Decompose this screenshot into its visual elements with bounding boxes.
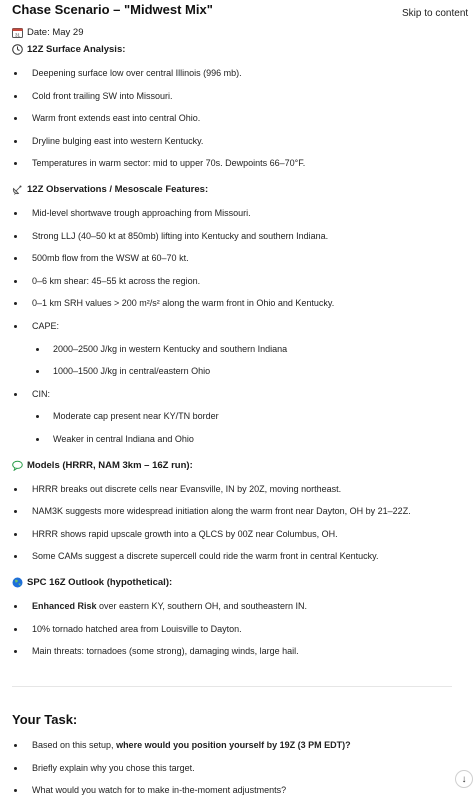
task-question: Briefly explain why you chose this target.: [32, 763, 195, 773]
list-item: Deepening surface low over central Illinois (996 mb).: [32, 68, 242, 78]
clock-icon: [12, 44, 23, 55]
list-item-cin: CIN:: [32, 389, 50, 399]
scroll-down-button[interactable]: [455, 770, 473, 788]
models-heading-text: Models (HRRR, NAM 3km – 16Z run):: [27, 460, 193, 471]
surface-heading: [12, 44, 125, 55]
date-text: Date: May 29: [27, 27, 84, 38]
skip-to-content-link[interactable]: Skip to content: [402, 8, 469, 19]
list-item: Strong LLJ (40–50 kt at 850mb) lifting into Kentucky and southern Indiana.: [32, 231, 329, 241]
models-heading: [12, 460, 193, 471]
speech-bubble-icon: [12, 460, 23, 471]
sub-list-item: 1000–1500 J/kg in central/eastern Ohio: [53, 366, 211, 376]
list-item: Mid-level shortwave trough approaching from Missouri.: [32, 208, 251, 218]
list-item-cape: CAPE:: [32, 321, 60, 331]
sub-list-item: Moderate cap present near KY/TN border: [53, 411, 219, 421]
list-item: Some CAMs suggest a discrete supercell could ride the warm front in central Kentucky.: [32, 551, 379, 561]
risk-text: over eastern KY, southern OH, and southeastern IN.: [96, 601, 307, 611]
spc-heading: [12, 577, 172, 588]
spc-heading-text: SPC 16Z Outlook (hypothetical):: [27, 577, 173, 588]
task-question: [32, 740, 351, 750]
task-question-bold: where would you position yourself by 19Z (3 PM EDT)?: [116, 740, 351, 750]
sub-list-item: Weaker in central Indiana and Ohio: [53, 434, 194, 444]
list-item: Temperatures in warm sector: mid to upper 70s. Dewpoints 66–70°F.: [32, 158, 306, 168]
sub-list-item: 2000–2500 J/kg in western Kentucky and southern Indiana: [53, 344, 288, 354]
list-item: HRRR shows rapid upscale growth into a QLCS by 00Z near Columbus, OH.: [32, 529, 338, 539]
observations-heading-text: 12Z Observations / Mesoscale Features:: [27, 184, 209, 195]
satellite-dish-icon: [12, 184, 23, 195]
list-item: 500mb flow from the WSW at 60–70 kt.: [32, 253, 189, 263]
list-item: 0–1 km SRH values > 200 m²/s² along the warm front in Ohio and Kentucky.: [32, 298, 335, 308]
task-title: Your Task:: [12, 712, 78, 727]
list-item: 0–6 km shear: 45–55 kt across the region.: [32, 276, 201, 286]
list-item: Cold front trailing SW into Missouri.: [32, 91, 173, 101]
surface-heading-text: 12Z Surface Analysis:: [27, 44, 126, 55]
list-item: HRRR breaks out discrete cells near Evansville, IN by 20Z, moving northeast.: [32, 484, 342, 494]
list-item: Dryline bulging east into western Kentucky.: [32, 136, 204, 146]
list-item: 10% tornado hatched area from Louisville to Dayton.: [32, 624, 242, 634]
task-question-pre: Based on this setup,: [32, 740, 117, 750]
list-item-risk: [32, 601, 307, 611]
list-item: Warm front extends east into central Ohio.: [32, 113, 201, 123]
risk-level: Enhanced Risk: [32, 601, 97, 611]
globe-icon: [12, 577, 23, 588]
list-item: NAM3K suggests more widespread initiation along the warm front near Dayton, OH by 21–22Z.: [32, 506, 411, 516]
divider: [12, 686, 452, 687]
task-question: What would you watch for to make in-the-moment adjustments?: [32, 785, 287, 795]
calendar-icon: [12, 27, 23, 38]
date-line: [12, 27, 84, 38]
observations-heading: [12, 184, 208, 195]
arrow-down-icon: ↓: [461, 773, 467, 785]
page-title: Chase Scenario – "Midwest Mix": [12, 2, 213, 17]
list-item: Main threats: tornadoes (some strong), damaging winds, large hail.: [32, 646, 299, 656]
svg-text:31: 31: [14, 32, 21, 38]
